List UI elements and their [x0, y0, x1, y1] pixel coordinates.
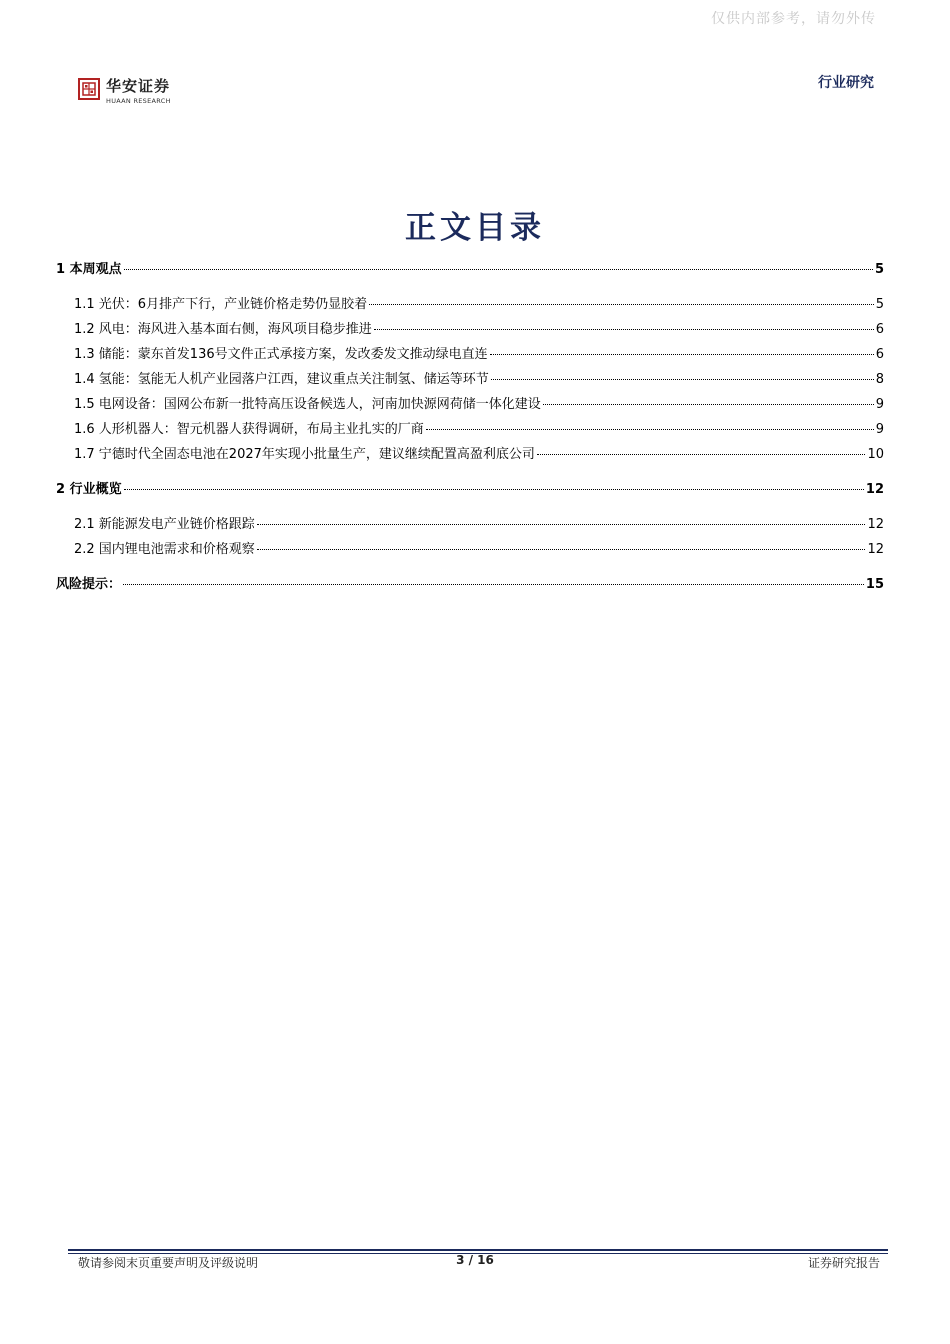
- toc-entry-section-1[interactable]: [56, 262, 884, 278]
- logo-name-cn: 华安证券: [106, 77, 171, 95]
- toc-entry-2-2[interactable]: [56, 542, 884, 558]
- toc-entry-page: 12: [867, 517, 884, 532]
- toc-entry-1-2[interactable]: [56, 322, 884, 338]
- logo-name-en: HUAAN RESEARCH: [106, 97, 171, 105]
- toc-entry-page: 12: [867, 542, 884, 557]
- company-logo: [78, 78, 171, 105]
- toc-title: 正文目录: [405, 210, 545, 246]
- toc-entry-page: 9: [875, 397, 884, 412]
- toc-leader-dots: [123, 584, 864, 585]
- toc-entry-page: 6: [875, 347, 884, 362]
- toc-entry-page: 15: [865, 577, 884, 592]
- toc-entry-1-1[interactable]: [56, 297, 884, 313]
- toc-entry-label: 1.3 储能：蒙东首发136号文件正式承接方案，发改委发文推动绿电直连: [74, 347, 488, 362]
- toc-entry-label: 1.6 人形机器人：智元机器人获得调研，布局主业扎实的厂商: [74, 422, 424, 437]
- toc-entry-label: 1.5 电网设备：国网公布新一批特高压设备候选人，河南加快源网荷储一体化建设: [74, 397, 541, 412]
- toc-leader-dots: [491, 379, 874, 380]
- footer-divider: [68, 1249, 888, 1251]
- toc-entry-label: 2.2 国内锂电池需求和价格观察: [74, 542, 255, 557]
- toc-leader-dots: [537, 454, 866, 455]
- toc-leader-dots: [257, 524, 866, 525]
- toc-entry-1-5[interactable]: [56, 397, 884, 413]
- toc-entry-section-2[interactable]: [56, 482, 884, 498]
- watermark-text: 仅供内部参考，请勿外传: [711, 11, 876, 27]
- seal-icon: [78, 78, 100, 100]
- toc-leader-dots: [369, 304, 874, 305]
- toc-entry-1-6[interactable]: [56, 422, 884, 438]
- table-of-contents: [56, 258, 884, 593]
- toc-leader-dots: [490, 354, 874, 355]
- toc-entry-label: 2.1 新能源发电产业链价格跟踪: [74, 517, 255, 532]
- toc-entry-label: 风险提示：: [56, 577, 122, 592]
- toc-entry-1-7[interactable]: [56, 447, 884, 463]
- toc-leader-dots: [124, 269, 873, 270]
- toc-entry-label: 1.1 光伏：6月排产下行，产业链价格走势仍显胶着: [74, 297, 368, 312]
- page-number: 3 / 16: [456, 1253, 494, 1267]
- footer-report-label: 证券研究报告: [807, 1256, 880, 1270]
- toc-leader-dots: [124, 489, 864, 490]
- toc-entry-page: 5: [874, 262, 884, 277]
- toc-entry-page: 10: [867, 447, 884, 462]
- toc-entry-label: 1.7 宁德时代全固态电池在2027年实现小批量生产，建议继续配置高盈利底公司: [74, 447, 535, 462]
- toc-leader-dots: [257, 549, 866, 550]
- toc-entry-page: 5: [875, 297, 884, 312]
- toc-entry-1-3[interactable]: [56, 347, 884, 363]
- toc-leader-dots: [543, 404, 874, 405]
- footer-disclaimer: 敬请参阅末页重要声明及评级说明: [78, 1256, 259, 1270]
- toc-entry-label: 1 本周观点: [56, 262, 122, 277]
- toc-entry-page: 12: [865, 482, 884, 497]
- toc-entry-label: 1.4 氢能：氢能无人机产业园落户江西，建议重点关注制氢、储运等环节: [74, 372, 489, 387]
- toc-entry-label: 2 行业概览: [56, 482, 122, 497]
- toc-entry-1-4[interactable]: [56, 372, 884, 388]
- toc-leader-dots: [374, 329, 874, 330]
- toc-entry-risk-warning[interactable]: [56, 577, 884, 593]
- report-type-label: 行业研究: [818, 75, 874, 91]
- toc-entry-page: 6: [875, 322, 884, 337]
- toc-entry-2-1[interactable]: [56, 517, 884, 533]
- toc-entry-label: 1.2 风电：海风进入基本面右侧，海风项目稳步推进: [74, 322, 372, 337]
- toc-leader-dots: [426, 429, 874, 430]
- toc-entry-page: 9: [875, 422, 884, 437]
- toc-entry-page: 8: [875, 372, 884, 387]
